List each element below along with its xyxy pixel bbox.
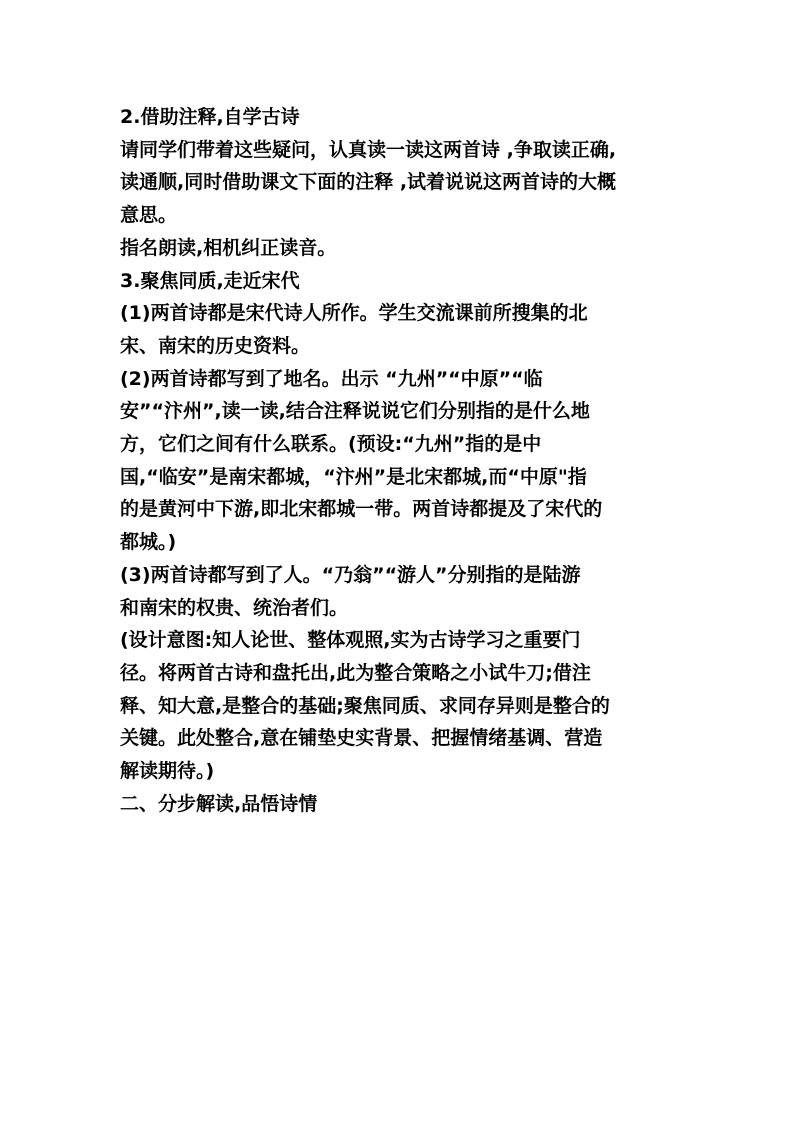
paragraph-line: 安”“汴州”,读一读,结合注释说说它们分别指的是什么地 [120, 400, 590, 423]
paragraph-line: 方，它们之间有什么联系。(预设:“九州”指的是中 [120, 433, 542, 456]
section-heading-part-two: 二、分步解读,品悟诗情 [120, 792, 318, 815]
paragraph-line: 和南宋的权贵、统治者们。 [120, 596, 349, 619]
paragraph-line: 意思。 [120, 204, 178, 227]
section-heading-3: 3.聚焦同质,走近宋代 [120, 269, 300, 292]
paragraph-line: 的是黄河中下游,即北宋都城一带。两首诗都提及了宋代的 [120, 498, 603, 521]
paragraph-line: 径。将两首古诗和盘托出,此为整合策略之小试牛刀;借注 [120, 661, 591, 684]
paragraph-line: 解读期待。) [120, 760, 215, 783]
paragraph-line: 请同学们带着这些疑问，认真读一读这两首诗 ,争取读正确, [120, 138, 617, 161]
paragraph-line: (1)两首诗都是宋代诗人所作。学生交流课前所搜集的北 [120, 302, 588, 325]
paragraph-line: 指名朗读,相机纠正读音。 [120, 236, 337, 259]
paragraph-line: (2)两首诗都写到了地名。出示 “九州”“中原”“临 [120, 367, 543, 390]
paragraph-line: (设计意图:知人论世、整体观照,实为古诗学习之重要门 [120, 629, 581, 652]
section-heading-2: 2.借助注释,自学古诗 [120, 106, 300, 128]
paragraph-line: 国,“临安”是南宋都城，“汴州”是北宋都城,而“中原"指 [120, 465, 587, 488]
paragraph-line: 宋、南宋的历史资料。 [120, 334, 311, 357]
paragraph-line: 读通顺,同时借助课文下面的注释 ,试着说说这两首诗的大概 [120, 171, 617, 194]
paragraph-line: (3)两首诗都写到了人。“乃翁”“游人”分别指的是陆游 [120, 563, 581, 586]
paragraph-line: 释、知大意,是整合的基础;聚焦同质、求同存异则是整合的 [120, 694, 610, 717]
paragraph-line: 都城。) [120, 531, 177, 554]
document-body [120, 101, 680, 820]
paragraph-line: 关键。此处整合,意在铺垫史实背景、把握情绪基调、营造 [120, 727, 603, 750]
